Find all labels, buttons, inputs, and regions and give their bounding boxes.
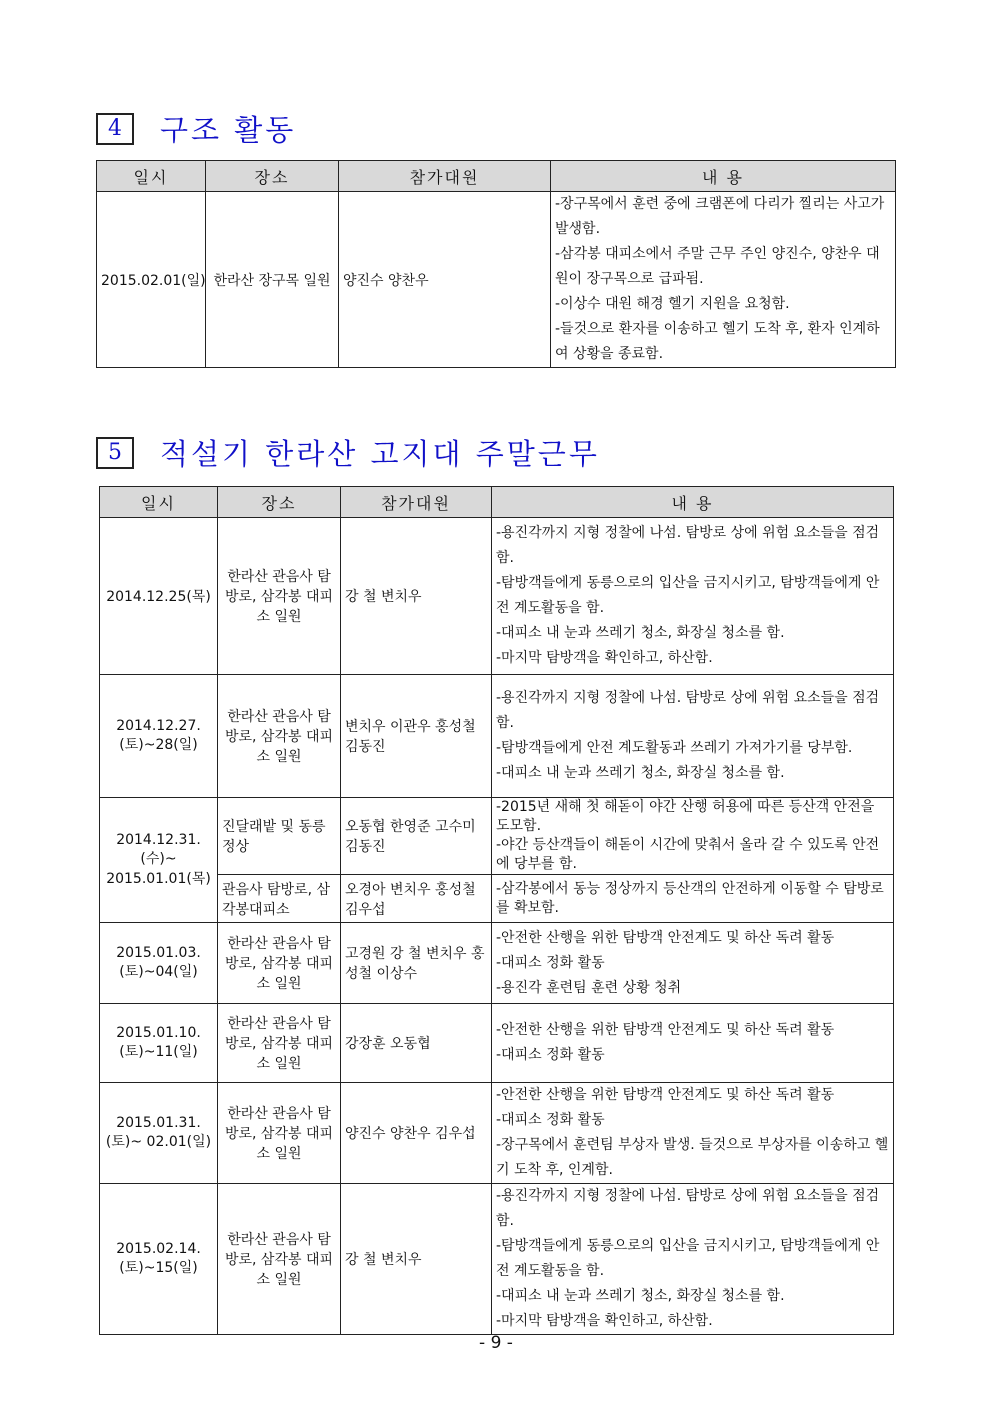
content-line: -대피소 정화 활동 <box>496 954 605 971</box>
section-title: 구조 활동 <box>160 113 297 147</box>
content-line: -탐방객들에게 동릉으로의 입산을 금지시키고, 탐방객들에게 안전 계도활동을 함. <box>496 575 880 616</box>
table-row <box>100 798 894 875</box>
members-cell: 양진수 양찬우 김우섭 <box>341 1083 492 1184</box>
content-line: -대피소 내 눈과 쓰레기 청소, 화장실 청소를 함. <box>496 1288 785 1304</box>
content-line: -들것으로 환자를 이송하고 헬기 도착 후, 환자 인계하여 상황을 종료함. <box>555 321 880 362</box>
place-cell: 한라산 관음사 탐방로, 삼각봉 대피소 일원 <box>218 1184 341 1335</box>
table-row <box>100 518 894 675</box>
table-row <box>100 1004 894 1083</box>
section-title: 적설기 한라산 고지대 주말근무 <box>160 437 600 471</box>
content-line: -대피소 정화 활동 <box>496 1112 605 1128</box>
content-cell <box>492 1004 894 1083</box>
members-cell: 오동협 한영준 고수미 김동진 <box>341 798 492 875</box>
column-header: 장소 <box>206 161 339 192</box>
content-line: -용진각까지 지형 정찰에 나섬. 탐방로 상에 위험 요소들을 점검함. <box>496 690 880 731</box>
weekend-duty-table <box>99 486 894 1335</box>
content-line: -탐방객들에게 안전 계도활동과 쓰레기 가져가기를 당부함. <box>496 740 853 756</box>
section-5-heading <box>96 432 600 473</box>
table-row <box>100 1184 894 1335</box>
date-cell: 2014.12.25(목) <box>100 518 218 675</box>
content-line: -이상수 대원 해경 헬기 지원을 요청함. <box>555 296 790 312</box>
place-cell: 한라산 관음사 탐방로, 삼각봉 대피소 일원 <box>218 518 341 675</box>
place-cell: 진달래밭 및 동릉 정상 <box>218 798 341 875</box>
place-cell: 한라산 관음사 탐방로, 삼각봉 대피소 일원 <box>218 923 341 1004</box>
content-line: -용진각까지 지형 정찰에 나섬. 탐방로 상에 위험 요소들을 점검함. <box>496 525 880 566</box>
content-line: -용진각 훈련팀 훈련 상황 청취 <box>496 979 682 996</box>
members-cell: 강장훈 오동협 <box>341 1004 492 1083</box>
column-header: 일시 <box>97 161 206 192</box>
content-line: -탐방객들에게 동릉으로의 입산을 금지시키고, 탐방객들에게 안전 계도활동을 함. <box>496 1238 880 1279</box>
date-cell: 2015.02.01(일) <box>97 192 206 368</box>
content-line: -안전한 산행을 위한 탐방객 안전계도 및 하산 독려 활동 <box>496 929 835 946</box>
members-cell: 변치우 이관우 홍성철 김동진 <box>341 675 492 798</box>
content-cell <box>492 518 894 675</box>
content-line: -장구목에서 훈련 중에 크램폰에 다리가 찔리는 사고가 발생함. <box>555 196 885 237</box>
column-header: 일시 <box>100 487 218 518</box>
content-cell <box>551 192 896 368</box>
content-cell <box>492 875 894 923</box>
content-cell <box>492 675 894 798</box>
column-header: 내 용 <box>492 487 894 518</box>
content-line: -대피소 정화 활동 <box>496 1047 605 1063</box>
place-cell: 관음사 탐방로, 삼각봉대피소 <box>218 875 341 923</box>
column-header: 내 용 <box>551 161 896 192</box>
section-4-heading <box>96 108 296 149</box>
content-line: -용진각까지 지형 정찰에 나섬. 탐방로 상에 위험 요소들을 점검함. <box>496 1188 880 1229</box>
content-line: -장구목에서 훈련팀 부상자 발생. 들것으로 부상자를 이송하고 헬기 도착 후, 인계함. <box>496 1137 889 1178</box>
column-header: 장소 <box>218 487 341 518</box>
date-cell: 2015.01.03.(토)~04(일) <box>100 923 218 1004</box>
date-cell: 2014.12.31.(수)~ 2015.01.01(목) <box>100 798 218 923</box>
date-cell: 2015.01.31.(토)~ 02.01(일) <box>100 1083 218 1184</box>
section-number: 4 <box>96 113 134 145</box>
content-line: -대피소 내 눈과 쓰레기 청소, 화장실 청소를 함. <box>496 625 785 641</box>
content-line: -삼각봉 대피소에서 주말 근무 주인 양진수, 양찬우 대원이 장구목으로 급파됨. <box>555 246 880 287</box>
members-cell: 강 철 변치우 <box>341 518 492 675</box>
content-line: -안전한 산행을 위한 탐방객 안전계도 및 하산 독려 활동 <box>496 1022 835 1038</box>
table-row <box>100 923 894 1004</box>
table-row <box>97 192 896 368</box>
column-header: 참가대원 <box>339 161 551 192</box>
content-cell <box>492 798 894 875</box>
date-cell: 2015.01.10.(토)~11(일) <box>100 1004 218 1083</box>
content-line: -2015년 새해 첫 해돋이 야간 산행 허용에 따른 등산객 안전을 도모함. <box>496 799 875 834</box>
rescue-activity-table <box>96 160 896 368</box>
place-cell: 한라산 장구목 일원 <box>206 192 339 368</box>
header-row <box>100 487 894 518</box>
content-line: -마지막 탐방객을 확인하고, 하산함. <box>496 650 713 666</box>
members-cell: 오경아 변치우 홍성철 김우섭 <box>341 875 492 923</box>
page-number: - 9 - <box>479 1333 513 1353</box>
table-row <box>100 675 894 798</box>
header-row <box>97 161 896 192</box>
content-cell <box>492 1184 894 1335</box>
column-header: 참가대원 <box>341 487 492 518</box>
section-number: 5 <box>96 437 134 469</box>
table-row <box>100 1083 894 1184</box>
members-cell: 고경원 강 철 변치우 홍성철 이상수 <box>341 923 492 1004</box>
members-cell: 강 철 변치우 <box>341 1184 492 1335</box>
place-cell: 한라산 관음사 탐방로, 삼각봉 대피소 일원 <box>218 1004 341 1083</box>
content-line: -안전한 산행을 위한 탐방객 안전계도 및 하산 독려 활동 <box>496 1087 835 1103</box>
content-line: -야간 등산객들이 해돋이 시간에 맞춰서 올라 갈 수 있도록 안전에 당부를 함. <box>496 837 880 872</box>
content-line: -마지막 탐방객을 확인하고, 하산함. <box>496 1313 713 1329</box>
place-cell: 한라산 관음사 탐방로, 삼각봉 대피소 일원 <box>218 1083 341 1184</box>
date-cell: 2015.02.14.(토)~15(일) <box>100 1184 218 1335</box>
content-cell <box>492 923 894 1004</box>
content-line: -삼각봉에서 동능 정상까지 등산객의 안전하게 이동할 수 탐방로를 확보함. <box>496 880 884 916</box>
date-cell: 2014.12.27.(토)~28(일) <box>100 675 218 798</box>
content-cell <box>492 1083 894 1184</box>
place-cell: 한라산 관음사 탐방로, 삼각봉 대피소 일원 <box>218 675 341 798</box>
members-cell: 양진수 양찬우 <box>339 192 551 368</box>
table-row <box>100 875 894 923</box>
content-line: -대피소 내 눈과 쓰레기 청소, 화장실 청소를 함. <box>496 765 785 781</box>
